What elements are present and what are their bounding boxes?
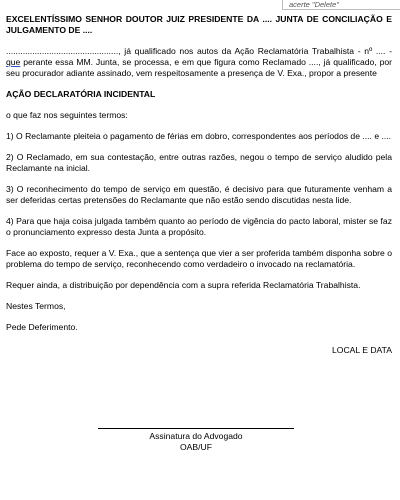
item-1: 1) O Reclamante pleiteia o pagamento de férias em dobro, correspondentes aos períodos de .... e .... <box>6 131 392 141</box>
closing-line-1: Nestes Termos, <box>6 301 66 311</box>
document-heading: EXCELENTÍSSIMO SENHOR DOUTOR JUIZ PRESIDENTE DA .... JUNTA DE CONCILIAÇÃO E JULGAMENTO DE .... <box>6 14 392 35</box>
intro-text-2: perante essa MM. Junta, se processa, e em que figura como Reclamado ...., já qualificado, por seu procurador adiante assinado, vem respeitosamente a presença de V. Exa., propor a presente <box>6 57 392 78</box>
item-4: 4) Para que haja coisa julgada também quanto ao período de vigência do pacto laboral, mister se faz o pronunciamento expresso desta Junta a propósito. <box>6 216 392 237</box>
request-paragraph: Face ao exposto, requer a V. Exa., que a sentença que vier a ser proferida também disponha sobre o problema do tempo de serviço, reconhecendo como verdadeiro o invocado na reclamatória. <box>6 248 392 269</box>
signature-block <box>96 428 296 453</box>
intro-underlined-word: que <box>6 57 21 67</box>
action-title: AÇÃO DECLARATÓRIA INCIDENTAL <box>6 89 156 99</box>
document-body <box>6 14 392 356</box>
distribution-paragraph: Requer ainda, a distribuição por dependência com a supra referida Reclamatória Trabalhista. <box>6 280 361 290</box>
place-date: LOCAL E DATA <box>331 345 392 355</box>
oab-label: OAB/UF <box>180 442 212 452</box>
intro-paragraph <box>6 46 392 79</box>
delete-hint-tooltip <box>282 0 400 10</box>
signature-label: Assinatura do Advogado <box>149 431 243 441</box>
item-3: 3) O reconhecimento do tempo de serviço em questão, é decisivo para que futuramente venham a ser deferidas certas pretensões do Reclamante que não estão sendo discutidas nesta lide. <box>6 184 392 205</box>
intro-text-1: ..............................................., já qualificado nos autos da Ação Reclamatória Trabalhista - nº .... - <box>6 46 392 56</box>
signature-line <box>98 428 294 429</box>
tooltip-text: acerte "Delete" <box>289 0 339 9</box>
terms-intro: o que faz nos seguintes termos: <box>6 110 128 120</box>
closing-line-2: Pede Deferimento. <box>6 322 78 332</box>
item-2: 2) O Reclamado, em sua contestação, entre outras razões, negou o tempo de serviço aludido pela Reclamante na inicial. <box>6 152 392 173</box>
